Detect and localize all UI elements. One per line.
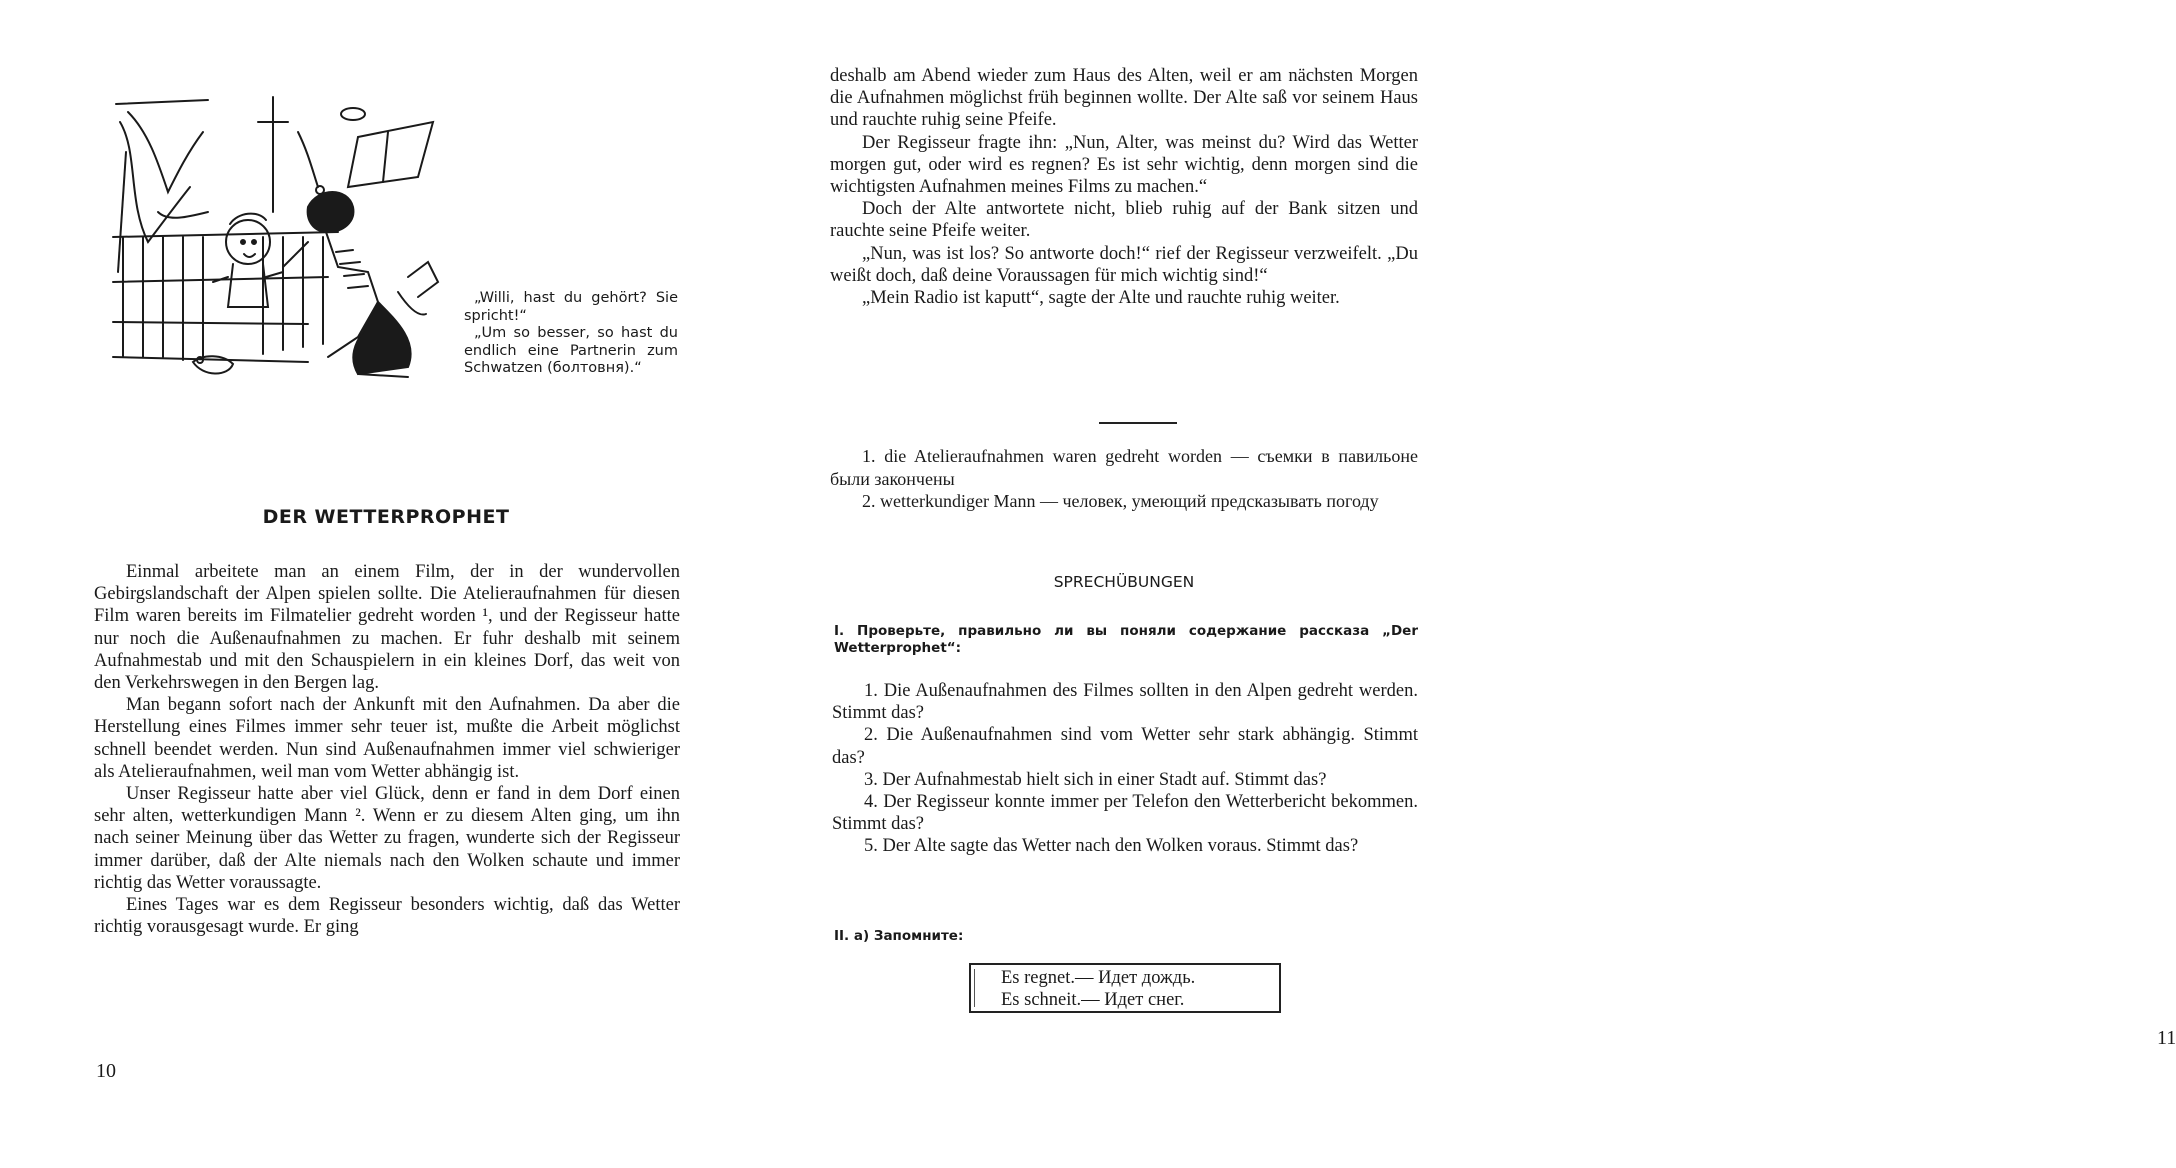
section-divider — [1099, 422, 1177, 424]
story-paragraph: Eines Tages war es dem Regisseur besonders wichtig, daß das Wetter richtig vorausgesagt wurde. Er ging — [94, 895, 680, 938]
exercise-item: 3. Der Aufnahmestab hielt sich in einer Stadt auf. Stimmt das? — [864, 769, 1327, 790]
exercise-item: 1. Die Außenaufnahmen des Filmes sollten in den Alpen gedreht werden. Stimmt das? — [832, 681, 1418, 724]
left-page — [0, 0, 759, 1168]
caption-line: „Willi, hast du gehört? Sie spricht!“ — [464, 290, 678, 324]
story-paragraph: Einmal arbeitete man an einem Film, der in der wundervollen Gebirgslandschaft der Alpen spielen sollte. Die Atelieraufnahmen für diesen Film waren bereits im Filmatelier gedreht worden ¹, und der Regisseur hatte nur noch die Außenaufnahmen zu machen. Er fuhr deshalb mit seinem Aufnahmestab und mit den Schauspielern in ein kleines Dorf, das weit von den Verkehrswegen in den Bergen lag. — [94, 562, 680, 694]
section-title: SPRECHÜBUNGEN — [1053, 573, 1195, 591]
memo-line: Es regnet.— Идет дождь. — [1001, 968, 1196, 988]
footnote: 1. die Atelieraufnahmen waren gedreht worden — съемки в павильоне были закончены — [830, 446, 1418, 489]
caption-line: „Um so besser, so hast du endlich eine Partnerin zum Schwatzen (болтовня).“ — [464, 325, 678, 376]
exercise-list — [832, 680, 1418, 858]
task-heading-1: I. Проверьте, правильно ли вы поняли содержание рассказа „Der Wetterprophet“: — [834, 623, 1418, 656]
cartoon-illustration — [108, 92, 454, 392]
footnotes — [830, 445, 1418, 513]
exercise-item: 5. Der Alte sagte das Wetter nach den Wolken voraus. Stimmt das? — [864, 836, 1359, 857]
task-heading-2: II. a) Запомните: — [834, 928, 964, 944]
exercise-item: 2. Die Außenaufnahmen sind vom Wetter sehr stark abhängig. Stimmt das? — [832, 725, 1418, 768]
page-number-left: 10 — [96, 1060, 116, 1082]
story-paragraph: Unser Regisseur hatte aber viel Glück, denn er fand in dem Dorf einen sehr alten, wetterkundigen Mann ². Wenn er zu diesem Alten ging, um ihn nach seiner Meinung über das Wetter zu fragen, wunderte sich der Regisseur immer darüber, daß der Alte niemals nach den Wolken schaute und immer richtig das Wetter voraussagte. — [94, 784, 680, 893]
story-paragraph: Man begann sofort nach der Ankunft mit den Aufnahmen. Da aber die Herstellung eines Filmes immer sehr teuer ist, mußte die Arbeit möglichst schnell beendet werden. Nun sind Außenaufnahmen immer viel schwieriger als Atelieraufnahmen, weil man vom Wetter abhängig ist. — [94, 695, 680, 782]
memo-line: Es schneit.— Идет снег. — [1001, 990, 1185, 1010]
memo-box — [969, 963, 1281, 1013]
story-paragraph: „Nun, was ist los? So antworte doch!“ rief der Regisseur verzweifelt. „Du weißt doch, daß deine Voraussagen für mich wichtig sind!“ — [830, 243, 1418, 286]
story-paragraph: Doch der Alte antwortete nicht, blieb ruhig auf der Bank sitzen und rauchte seine Pfeife weiter. — [830, 199, 1418, 242]
illustration-caption — [464, 290, 678, 378]
story-paragraph: Der Regisseur fragte ihn: „Nun, Alter, was meinst du? Wird das Wetter morgen gut, oder wird es regnen? Es ist sehr wichtig, denn morgen sind die wichtigsten Aufnahmen meines Films zu machen.“ — [830, 132, 1418, 198]
story-paragraph: deshalb am Abend wieder zum Haus des Alten, weil er am nächsten Morgen die Aufnahmen möglichst früh beginnen wollte. Der Alte saß vor seinem Haus und rauchte ruhig seine Pfeife. — [830, 66, 1418, 131]
page-number-right: 11 — [2157, 1027, 2176, 1049]
footnote: 2. wetterkundiger Mann — человек, умеющий предсказывать погоду — [862, 491, 1379, 511]
story-title: DER WETTERPROPHET — [262, 506, 510, 528]
story-text — [94, 561, 680, 938]
story-paragraph: „Mein Radio ist kaputt“, sagte der Alte und rauchte ruhig weiter. — [862, 288, 1340, 309]
right-page — [759, 0, 2176, 1168]
story-continuation — [830, 65, 1418, 309]
exercise-item: 4. Der Regisseur konnte immer per Telefon den Wetterbericht bekommen. Stimmt das? — [832, 792, 1418, 835]
